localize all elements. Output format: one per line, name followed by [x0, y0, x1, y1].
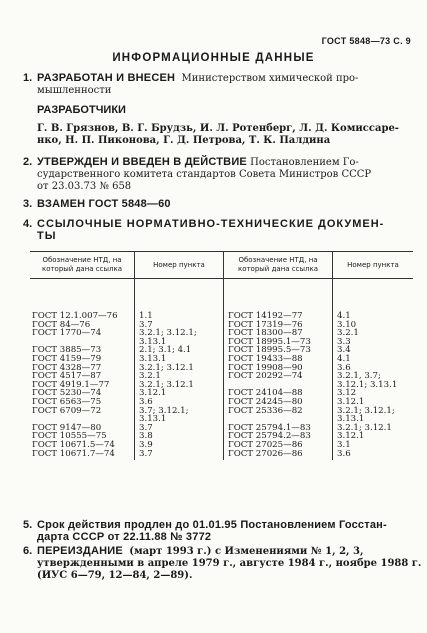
- developers-heading: РАЗРАБОТЧИКИ: [37, 104, 126, 116]
- table-row: [30, 450, 413, 461]
- table-header-row: [30, 252, 413, 279]
- section-number: 6.: [23, 545, 33, 557]
- section-number: 1.: [23, 72, 33, 84]
- table-row: [30, 329, 413, 338]
- point-cell: 3.6: [333, 450, 414, 461]
- col-header-point: Номер пункта: [135, 252, 224, 279]
- section-heading: РАЗРАБОТАН И ВНЕСЕН: [37, 72, 176, 84]
- col-header-ntd: Обозначение НТД, на который дана ссылка: [30, 252, 135, 279]
- ntd-cell: ГОСТ 4919.1—77: [32, 379, 110, 390]
- point-cell: 2.1; 3.1; 4.1: [135, 346, 224, 355]
- point-cell: 3.6: [333, 364, 414, 373]
- section-text-line: Министерством химической про-: [181, 73, 359, 84]
- ntd-cell: ГОСТ 18995.5—73: [224, 346, 333, 355]
- point-cell: 3.2.1: [135, 372, 224, 381]
- ntd-cell: ГОСТ 27026—86: [224, 450, 333, 461]
- ntd-cell: ГОСТ 24245—80: [224, 398, 333, 407]
- developers-line: нко, Н. П. Пиконова, Г. Д. Петрова, Т. К. Палдина: [37, 135, 331, 146]
- ntd-cell: ГОСТ 27025—86: [224, 441, 333, 450]
- ntd-cell: ГОСТ 1770—74: [32, 328, 102, 339]
- section-number: 3.: [23, 198, 33, 210]
- section-heading: Срок действия продлен до 01.01.95 Постановлением Госстан-: [37, 519, 387, 531]
- point-cell: 3.2.1; 3.12.1: [135, 381, 224, 390]
- ntd-cell: ГОСТ 20292—74: [224, 372, 333, 381]
- section-number: 4.: [23, 218, 33, 230]
- section-text-line: мышленности: [37, 85, 112, 96]
- developers-line: Г. В. Грязнов, В. Г. Брудзь, И. Л. Ротенберг, Л. Д. Комиссаре-: [37, 123, 399, 134]
- section-text-line: от 23.03.73 № 658: [37, 181, 132, 192]
- col-header-point: Номер пункта: [333, 252, 414, 279]
- section-1: [23, 72, 412, 97]
- ntd-cell: ГОСТ 17319—76: [224, 321, 333, 330]
- point-cell: 3.12: [333, 389, 414, 398]
- developers-block: [37, 104, 412, 147]
- point-cell: 3.8: [135, 432, 224, 441]
- point-cell: 3.2.1; 3.12.1: [333, 424, 414, 433]
- point-cell: 3.12.1; 3.13.1: [333, 381, 414, 390]
- section-number: 5.: [23, 519, 33, 531]
- ntd-cell: ГОСТ 25794.2—83: [224, 432, 333, 441]
- section-heading: ПЕРЕИЗДАНИЕ: [37, 545, 123, 557]
- section-heading-cont: дарта СССР от 22.11.88 № 3772: [37, 531, 212, 543]
- point-cell: 3.13.1: [333, 415, 414, 424]
- ntd-cell: ГОСТ 25794.1—83: [224, 424, 333, 433]
- ntd-cell: ГОСТ 3885—73: [32, 345, 102, 356]
- point-cell: 4.1: [333, 355, 414, 364]
- ntd-cell: ГОСТ 9147—80: [32, 422, 102, 433]
- section-text-line: (ИУС 6—79, 12—84, 2—89).: [37, 570, 193, 581]
- point-cell: 3.10: [333, 321, 414, 330]
- point-cell: 3.12.1: [333, 432, 414, 441]
- ntd-cell: ГОСТ 18995.1—73: [224, 338, 333, 347]
- point-cell: 1.1: [135, 279, 224, 321]
- point-cell: 3.4: [333, 346, 414, 355]
- section-text-line: (март 1993 г.) с Изменениями № 1, 2, 3,: [129, 546, 364, 557]
- ntd-cell: ГОСТ 5230—74: [32, 388, 102, 399]
- point-cell: 3.7: [135, 450, 224, 461]
- section-5: [23, 519, 412, 543]
- point-cell: 3.12.1: [135, 389, 224, 398]
- ntd-cell: ГОСТ 12.1.007—76: [32, 311, 118, 321]
- ntd-cell: ГОСТ 19908—90: [224, 364, 333, 373]
- section-6: [23, 545, 422, 582]
- ntd-cell: ГОСТ 10671.5—74: [32, 439, 115, 450]
- ntd-cell: ГОСТ 4328—77: [32, 362, 102, 373]
- point-cell: 3.13.1: [135, 355, 224, 364]
- point-cell: 3.1: [333, 441, 414, 450]
- point-cell: 3.6: [135, 398, 224, 407]
- section-4: [23, 218, 412, 242]
- ntd-cell: ГОСТ 14192—77: [224, 279, 333, 321]
- point-cell: 3.9: [135, 441, 224, 450]
- section-3: [23, 198, 412, 210]
- section-text-line: Постановлением Го-: [250, 157, 359, 168]
- point-cell: 3.7; 3.12.1;: [135, 407, 224, 416]
- ntd-cell: ГОСТ 6709—72: [32, 405, 102, 416]
- point-cell: 3.7: [135, 321, 224, 330]
- point-cell: 3.2.1, 3.7;: [333, 372, 414, 381]
- ntd-cell: ГОСТ 10555—75: [32, 431, 107, 442]
- page-header: ГОСТ 5848—73 С. 9: [321, 36, 411, 46]
- point-cell: 3.2.1; 3.12.1;: [333, 407, 414, 416]
- ntd-cell: ГОСТ 25336—82: [224, 407, 333, 416]
- ntd-cell: ГОСТ 19433—88: [224, 355, 333, 364]
- section-number: 2.: [23, 156, 33, 168]
- section-text-line: сударственного комитета стандартов Совета Министров СССР: [37, 169, 372, 180]
- point-cell: 3.12.1: [333, 398, 414, 407]
- page-title: ИНФОРМАЦИОННЫЕ ДАННЫЕ: [112, 52, 315, 64]
- point-cell: 3.13.1: [135, 338, 224, 347]
- point-cell: 3.2.1: [333, 329, 414, 338]
- ntd-cell: ГОСТ 84—76: [32, 319, 91, 330]
- point-cell: 3.3: [333, 338, 414, 347]
- table-row: [30, 279, 413, 321]
- section-heading: ССЫЛОЧНЫЕ НОРМАТИВНО-ТЕХНИЧЕСКИЕ ДОКУМЕН-: [37, 218, 385, 230]
- ntd-cell: ГОСТ 4159—79: [32, 353, 102, 364]
- section-text-line: утвержденными в апреле 1979 г., августе 1984 г., ноябре 1988 г.: [37, 558, 422, 569]
- ntd-cell: ГОСТ 6563—75: [32, 396, 102, 407]
- point-cell: 3.2.1; 3.12.1;: [135, 329, 224, 338]
- section-heading: УТВЕРЖДЕН И ВВЕДЕН В ДЕЙСТВИЕ: [37, 156, 247, 168]
- section-heading: ВЗАМЕН ГОСТ 5848—60: [37, 198, 171, 210]
- ntd-cell: ГОСТ 10671.7—74: [32, 448, 115, 459]
- point-cell: 4.1: [333, 279, 414, 321]
- ntd-cell: ГОСТ 24104—88: [224, 389, 333, 398]
- ntd-cell: ГОСТ 18300—87: [224, 329, 333, 338]
- point-cell: 3.7: [135, 424, 224, 433]
- references-table: [30, 251, 413, 460]
- point-cell: 3.2.1; 3.12.1: [135, 364, 224, 373]
- point-cell: 3.13.1: [135, 415, 224, 424]
- col-header-ntd: Обозначение НТД, на который дана ссылка: [224, 252, 333, 279]
- section-2: [23, 156, 412, 193]
- section-heading-cont: ТЫ: [37, 230, 57, 242]
- ntd-cell: ГОСТ 4517—87: [32, 371, 102, 382]
